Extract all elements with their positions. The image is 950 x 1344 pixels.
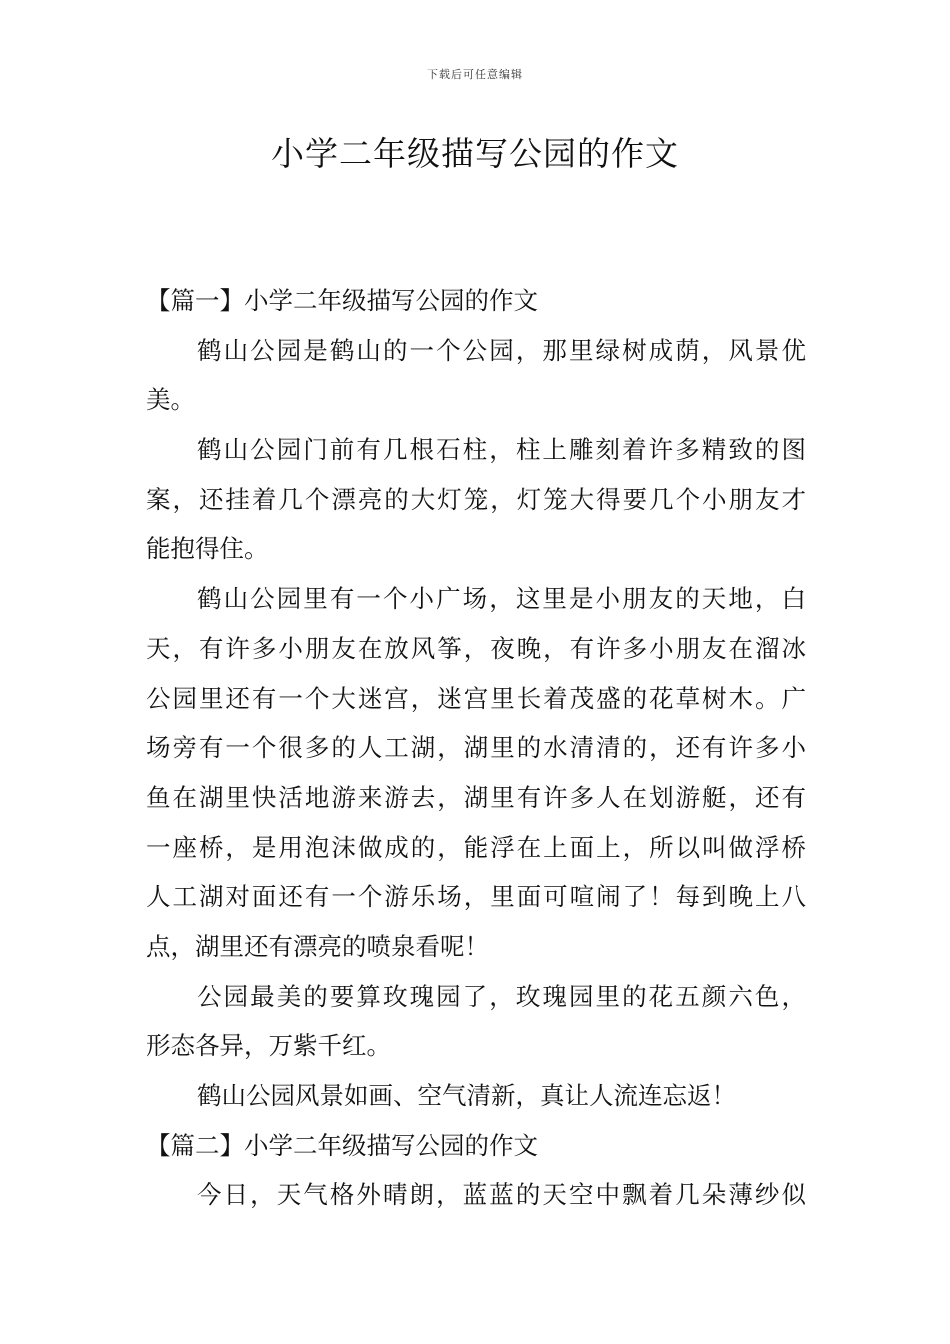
- document-title: 小学二年级描写公园的作文: [271, 134, 679, 173]
- paragraph-line: 人工湖对面还有一个游乐场，里面可喧闹了！每到晚上八: [146, 882, 806, 912]
- document-body: [146, 276, 806, 1220]
- paragraph-line: 场旁有一个很多的人工湖，湖里的水清清的，还有许多小: [146, 733, 806, 763]
- paragraph-line: 公园最美的要算玫瑰园了，玫瑰园里的花五颜六色，: [197, 981, 806, 1011]
- paragraph-line: 点，湖里还有漂亮的喷泉看呢！: [146, 931, 489, 961]
- paragraph-line: 案，还挂着几个漂亮的大灯笼，灯笼大得要几个小朋友才: [146, 484, 806, 514]
- paragraph-line: 鹤山公园是鹤山的一个公园，那里绿树成荫，风景优: [197, 335, 806, 365]
- paragraph-line: 鹤山公园门前有几根石柱，柱上雕刻着许多精致的图: [197, 435, 806, 465]
- paragraph-line: 鹤山公园里有一个小广场，这里是小朋友的天地，白: [197, 584, 806, 614]
- paragraph-line: 美。: [146, 385, 195, 415]
- paragraph-line: 天，有许多小朋友在放风筝，夜晚，有许多小朋友在溜冰: [146, 633, 806, 663]
- paragraph-line: 今日，天气格外晴朗，蓝蓝的天空中飘着几朵薄纱似: [197, 1180, 806, 1210]
- paragraph-line: 能抱得住。: [146, 534, 269, 564]
- section-heading: 【篇二】小学二年级描写公园的作文: [146, 1130, 538, 1160]
- header-note: 下载后可任意编辑: [427, 68, 523, 81]
- section-heading: 【篇一】小学二年级描写公园的作文: [146, 286, 538, 315]
- paragraph-line: 公园里还有一个大迷宫，迷宫里长着茂盛的花草树木。广: [146, 683, 806, 713]
- paragraph-line: 形态各异，万紫千红。: [146, 1031, 391, 1061]
- paragraph-line: 一座桥，是用泡沫做成的，能浮在上面上，所以叫做浮桥: [146, 832, 806, 862]
- paragraph-line: 鱼在湖里快活地游来游去，湖里有许多人在划游艇，还有: [146, 782, 806, 812]
- paragraph-line: 鹤山公园风景如画、空气清新，真让人流连忘返！: [197, 1081, 736, 1110]
